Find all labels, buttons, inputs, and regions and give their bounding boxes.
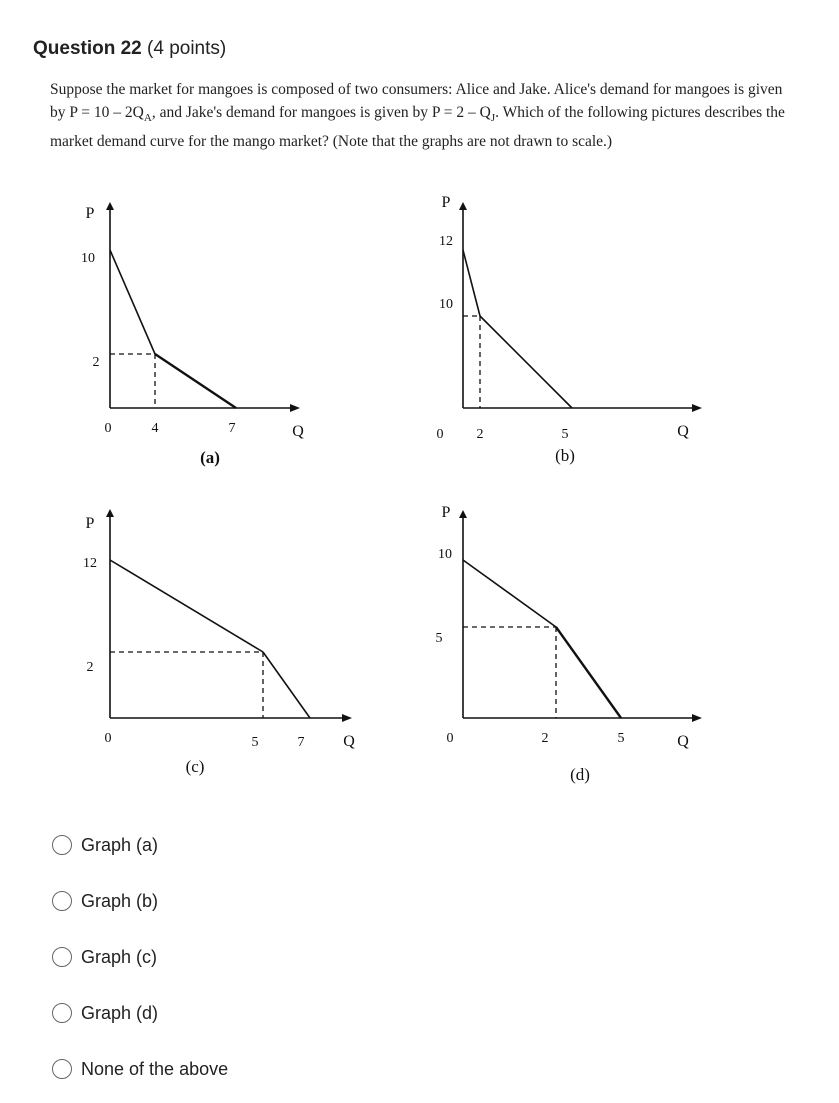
graph-a-x-tick-label: 7	[228, 421, 236, 436]
graph-d-y-tick-label: 5	[435, 631, 443, 646]
answer-options	[52, 830, 228, 1084]
graph-d-x-axis-label: Q	[677, 733, 689, 750]
graph-b-y-tick-label: 10	[439, 297, 453, 312]
option-graph-c[interactable]	[52, 942, 228, 972]
question-stem: Suppose the market for mangoes is composed of two consumers: Alice and Jake. Alice's demand for mangoes is given by $P = 10 - 2Q_A$, and Jake's demand for mangoes is given by $P = 2 - Q_J$. Which of the following pictures describes the market demand curve for the mango market? (Note that the graphs are not drawn to scale.)	[50, 81, 785, 151]
option-label: Graph (b)	[81, 890, 159, 911]
graph-a-y-tick-label: 10	[81, 251, 95, 266]
graph-a-demand-segment	[155, 354, 236, 408]
graph-b-x-axis-arrow	[692, 404, 702, 412]
graph-c-demand-segment	[110, 560, 263, 652]
graph-b-y-axis-label: P	[441, 194, 451, 211]
graph-a-x-axis-arrow	[290, 404, 300, 412]
graph-c-x-axis-arrow	[342, 714, 352, 722]
graph-d-y-tick-label: 10	[438, 547, 452, 562]
option-label: None of the above	[81, 1058, 229, 1079]
graph-a-y-axis-label: P	[85, 205, 95, 222]
graph-d-caption: (d)	[570, 765, 590, 784]
option-label: Graph (c)	[81, 946, 158, 967]
graph-c-x-axis-label: Q	[343, 733, 355, 750]
graph-c-y-tick-label: 12	[83, 556, 97, 571]
graph-b-demand-segment	[463, 250, 480, 316]
question-number: Question 22	[33, 38, 142, 59]
graph-b-y-axis-arrow	[459, 202, 467, 210]
radio-button[interactable]	[52, 891, 72, 911]
graph-d-demand-segment	[556, 627, 621, 718]
graph-d-x-axis-arrow	[692, 714, 702, 722]
option-label: Graph (a)	[81, 834, 159, 855]
option-graph-b[interactable]	[52, 886, 228, 916]
graph-c-demand-segment	[263, 652, 310, 718]
graph-a-origin-label: 0	[104, 421, 112, 436]
option-none[interactable]	[52, 1054, 228, 1084]
graph-b-origin-label: 0	[436, 427, 444, 442]
graph-d-y-axis-label: P	[441, 504, 451, 521]
graph-a-x-axis-label: Q	[292, 423, 304, 440]
graph-d-x-tick-label: 5	[617, 731, 625, 746]
graph-b-demand-segment	[480, 316, 572, 408]
graph-a-y-axis-arrow	[106, 202, 114, 210]
graph-b-x-tick-label: 2	[476, 427, 484, 442]
graph-d-y-axis-arrow	[459, 510, 467, 518]
radio-button[interactable]	[52, 835, 72, 855]
question-points: (4 points)	[147, 38, 227, 59]
option-graph-a[interactable]	[52, 830, 228, 860]
graph-d-origin-label: 0	[446, 731, 454, 746]
graph-a-demand-segment	[110, 250, 155, 354]
radio-button[interactable]	[52, 1003, 72, 1023]
demand-graphs	[0, 180, 839, 800]
graph-c-y-tick-label: 2	[86, 660, 94, 675]
graph-b-caption: (b)	[555, 446, 575, 465]
graph-c-y-axis-label: P	[85, 515, 95, 532]
option-label: Graph (d)	[81, 1002, 159, 1023]
option-graph-d[interactable]	[52, 998, 228, 1028]
radio-button[interactable]	[52, 947, 72, 967]
graph-a-x-tick-label: 4	[151, 421, 159, 436]
question-title	[33, 38, 226, 60]
graph-c-caption: (c)	[185, 757, 205, 776]
graph-c-x-tick-label: 7	[297, 735, 305, 750]
graph-b-x-tick-label: 5	[561, 427, 569, 442]
graph-c-origin-label: 0	[104, 731, 112, 746]
graph-a-caption: (a)	[200, 448, 220, 467]
graph-c-x-tick-label: 5	[251, 735, 259, 750]
graph-d-x-tick-label: 2	[541, 731, 549, 746]
graph-c-y-axis-arrow	[106, 509, 114, 517]
graph-a-y-tick-label: 2	[92, 355, 100, 370]
graph-b-y-tick-label: 12	[439, 234, 453, 249]
radio-button[interactable]	[52, 1059, 72, 1079]
graph-d-demand-segment	[463, 560, 556, 627]
graph-b-x-axis-label: Q	[677, 423, 689, 440]
